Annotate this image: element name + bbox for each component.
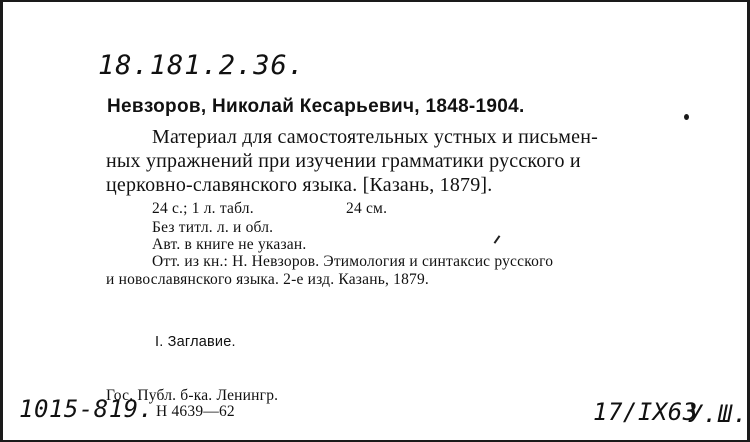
handwritten-shelf-mark: 1015-819.: [19, 395, 154, 423]
author-heading: Невзоров, Николай Кесарьевич, 1848-1904.: [107, 96, 525, 117]
tracing: I. Заглавие.: [155, 334, 236, 350]
collation: 24 с.; 1 л. табл.: [152, 200, 254, 217]
note-author: Авт. в книге не указан.: [152, 236, 307, 253]
note-no-title: Без титл. л. и обл.: [152, 219, 274, 236]
title-line-3: церковно-славянского языка. [Казань, 1879].: [106, 174, 493, 196]
handwritten-initials: У.Ш.: [688, 400, 748, 428]
offprint-line-1: Отт. из кн.: Н. Невзоров. Этимология и синтаксис русского: [152, 253, 554, 270]
pencil-tick: [494, 235, 501, 244]
call-number: 18.181.2.36.: [98, 50, 306, 81]
handwritten-date: 17/IX63: [593, 398, 698, 426]
offprint-line-2: и новославянского языка. 2-е изд. Казань, 1879.: [106, 271, 430, 288]
title-line-1: Материал для самостоятельных устных и письмен-: [152, 126, 598, 148]
ink-mark: [684, 114, 689, 120]
dimensions: 24 см.: [346, 200, 388, 217]
title-line-2: ных упражнений при изучении грамматики русского и: [106, 150, 581, 172]
card-number: H 4639—62: [156, 403, 235, 420]
library-name: Гос. Публ. б-ка. Ленингр.: [106, 387, 279, 404]
